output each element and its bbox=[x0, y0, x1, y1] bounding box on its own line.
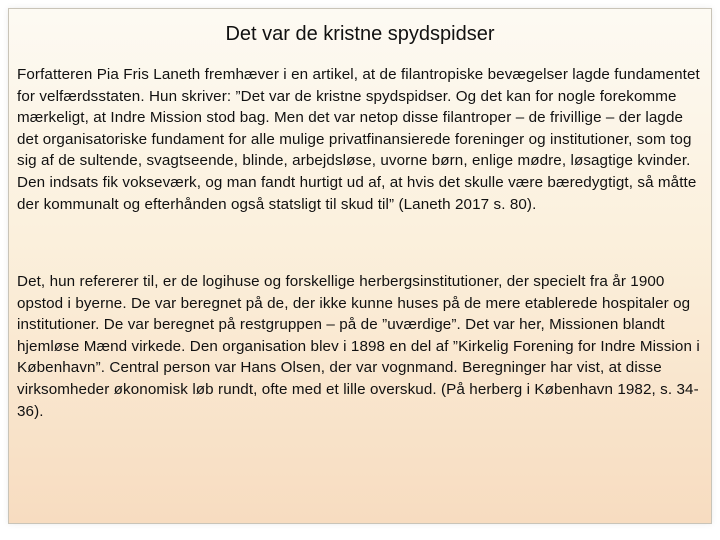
paragraph-2: Det, hun refererer til, er de logihuse og forskellige herbergsinstitutioner, der specielt fra år 1900 opstod i byerne. De var beregnet på de, der ikke kunne huses på de mere etablerede hospitaler og institutioner. De var beregnet på restgruppen – på de ”uværdige”. Det var her, Missionen blandt hjemløse Mænd virkede. Den organisation blev i 1898 en del af ”Kirkelig Forening for Indre Mission i København”. Central person var Hans Olsen, der var vognmand. Beregninger har vist, at disse virksomheder økonomisk løb rundt, ofte med et lille overskud. (På herberg i København 1982, s. 34-36). bbox=[17, 273, 700, 420]
page-title: Det var de kristne spydspidser bbox=[225, 23, 495, 45]
slide bbox=[8, 8, 712, 524]
paragraph-1: Forfatteren Pia Fris Laneth fremhæver i en artikel, at de filantropiske bevægelser lagde fundamentet for velfærdsstaten. Hun skriver: ”Det var de kristne spydspidser. Og det kan for nogle forekomme mærkeligt, at Indre Mission stod bag. Men det var netop disse filantroper – de frivillige – der lagde det organisatoriske fundament for alle mulige privatfinansierede foreninger og institutioner, som tog sig af de sultende, svagtseende, blinde, arbejdsløse, uvorne børn, enlige mødre, løsagtige kvinder. Den indsats fik vokseværk, og man fandt hurtigt ud af, at hvis det skulle være bæredygtigt, så måtte der kommunalt og efterhånden også statsligt til skud til” (Laneth 2017 s. 80). bbox=[17, 66, 700, 213]
